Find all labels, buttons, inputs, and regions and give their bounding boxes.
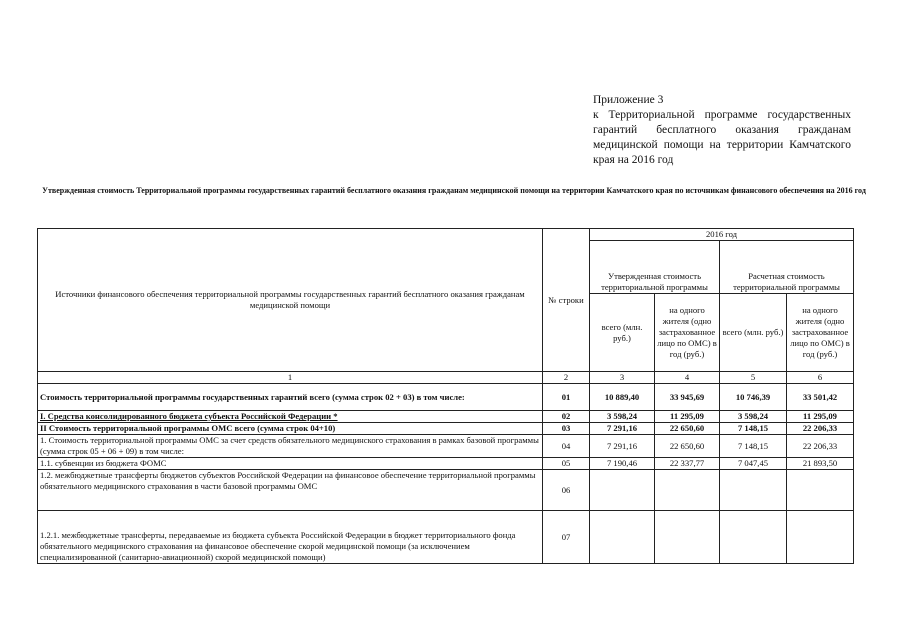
header-year: 2016 год [590, 229, 854, 241]
header-source: Источники финансового обеспечения территориальной программы государственных гарантий бесплатного оказания гражданам медицинской помощи [38, 229, 543, 372]
table-row [38, 435, 854, 458]
row-label: Стоимость территориальной программы государственных гарантий всего (сумма строк 02 + 03) в том числе: [38, 384, 543, 411]
estimated-per-capita-value [787, 511, 854, 564]
approved-total-value: 7 291,16 [590, 435, 655, 458]
approved-per-capita-value: 33 945,69 [655, 384, 720, 411]
header-row-number: № строки [543, 229, 590, 372]
approved-total-value [590, 470, 655, 511]
approved-per-capita-value: 22 650,60 [655, 435, 720, 458]
estimated-total-value: 7 148,15 [720, 435, 787, 458]
estimated-total-value [720, 511, 787, 564]
cost-table [37, 228, 854, 564]
estimated-total-value: 10 746,39 [720, 384, 787, 411]
table-row [38, 423, 854, 435]
row-label: 1.2. межбюджетные трансферты бюджетов субъектов Российской Федерации на финансовое обеспечение территориальной программы обязательного медицинского страхования в части базовой программы ОМС [38, 470, 543, 511]
column-number: 6 [787, 372, 854, 384]
table-row [38, 511, 854, 564]
approved-total-value: 7 291,16 [590, 423, 655, 435]
approved-per-capita-value [655, 470, 720, 511]
row-label: 1. Стоимость территориальной программы ОМС за счет средств обязательного медицинского страхования в рамках базовой программы (сумма строк 05 + 06 + 09) в том числе: [38, 435, 543, 458]
column-number: 4 [655, 372, 720, 384]
header-estimated-per-capita: на одного жителя (одно застрахованное лицо по ОМС) в год (руб.) [787, 294, 854, 372]
header-approved: Утвержденная стоимость территориальной программы [590, 241, 720, 294]
row-label: 1.1. субвенции из бюджета ФОМС [38, 458, 543, 470]
row-number: 01 [543, 384, 590, 411]
estimated-per-capita-value: 21 893,50 [787, 458, 854, 470]
table-row [38, 384, 854, 411]
estimated-per-capita-value [787, 470, 854, 511]
estimated-total-value: 3 598,24 [720, 411, 787, 423]
row-number: 05 [543, 458, 590, 470]
estimated-total-value [720, 470, 787, 511]
column-number: 2 [543, 372, 590, 384]
row-number: 03 [543, 423, 590, 435]
approved-per-capita-value: 22 337,77 [655, 458, 720, 470]
row-number: 07 [543, 511, 590, 564]
approved-total-value: 10 889,40 [590, 384, 655, 411]
row-number: 06 [543, 470, 590, 511]
estimated-per-capita-value: 22 206,33 [787, 435, 854, 458]
approved-total-value: 3 598,24 [590, 411, 655, 423]
column-number-row [38, 372, 854, 384]
column-number: 5 [720, 372, 787, 384]
header-estimated: Расчетная стоимость территориальной программы [720, 241, 854, 294]
estimated-total-value: 7 047,45 [720, 458, 787, 470]
table-row [38, 411, 854, 423]
estimated-per-capita-value: 11 295,09 [787, 411, 854, 423]
header-approved-total: всего (млн. руб.) [590, 294, 655, 372]
header-estimated-total: всего (млн. руб.) [720, 294, 787, 372]
document-title: Утвержденная стоимость Территориальной программы государственных гарантий бесплатного оказания гражданам медицинской помощи на территории Камчатского края по источникам финансового обеспечения на 2016 год [42, 186, 866, 195]
header-approved-per-capita: на одного жителя (одно застрахованное лицо по ОМС) в год (руб.) [655, 294, 720, 372]
column-number: 3 [590, 372, 655, 384]
approved-per-capita-value: 22 650,60 [655, 423, 720, 435]
row-label: II Стоимость территориальной программы ОМС всего (сумма строк 04+10) [38, 423, 543, 435]
row-number: 02 [543, 411, 590, 423]
column-number: 1 [38, 372, 543, 384]
approved-per-capita-value [655, 511, 720, 564]
approved-per-capita-value: 11 295,09 [655, 411, 720, 423]
approved-total-value [590, 511, 655, 564]
row-label: 1.2.1. межбюджетные трансферты, передаваемые из бюджета субъекта Российской Федерации в бюджет территориального фонда обязательного медицинского страхования на финансовое обеспечение скорой медицинской помощи (за исключением специализированной (санитарно-авиационной) скорой медицинской помощи) [38, 511, 543, 564]
estimated-per-capita-value: 22 206,33 [787, 423, 854, 435]
appendix-note [593, 93, 851, 168]
estimated-per-capita-value: 33 501,42 [787, 384, 854, 411]
appendix-reference: к Территориальной программе государственных гарантий бесплатного оказания гражданам медицинской помощи на территории Камчатского края на 2016 год [593, 109, 851, 166]
approved-total-value: 7 190,46 [590, 458, 655, 470]
estimated-total-value: 7 148,15 [720, 423, 787, 435]
appendix-number: Приложение 3 [593, 94, 664, 106]
row-number: 04 [543, 435, 590, 458]
table-row [38, 470, 854, 511]
row-label: I. Средства консолидированного бюджета субъекта Российской Федерации * [38, 411, 543, 423]
table-row [38, 458, 854, 470]
header-row-1 [38, 229, 854, 241]
